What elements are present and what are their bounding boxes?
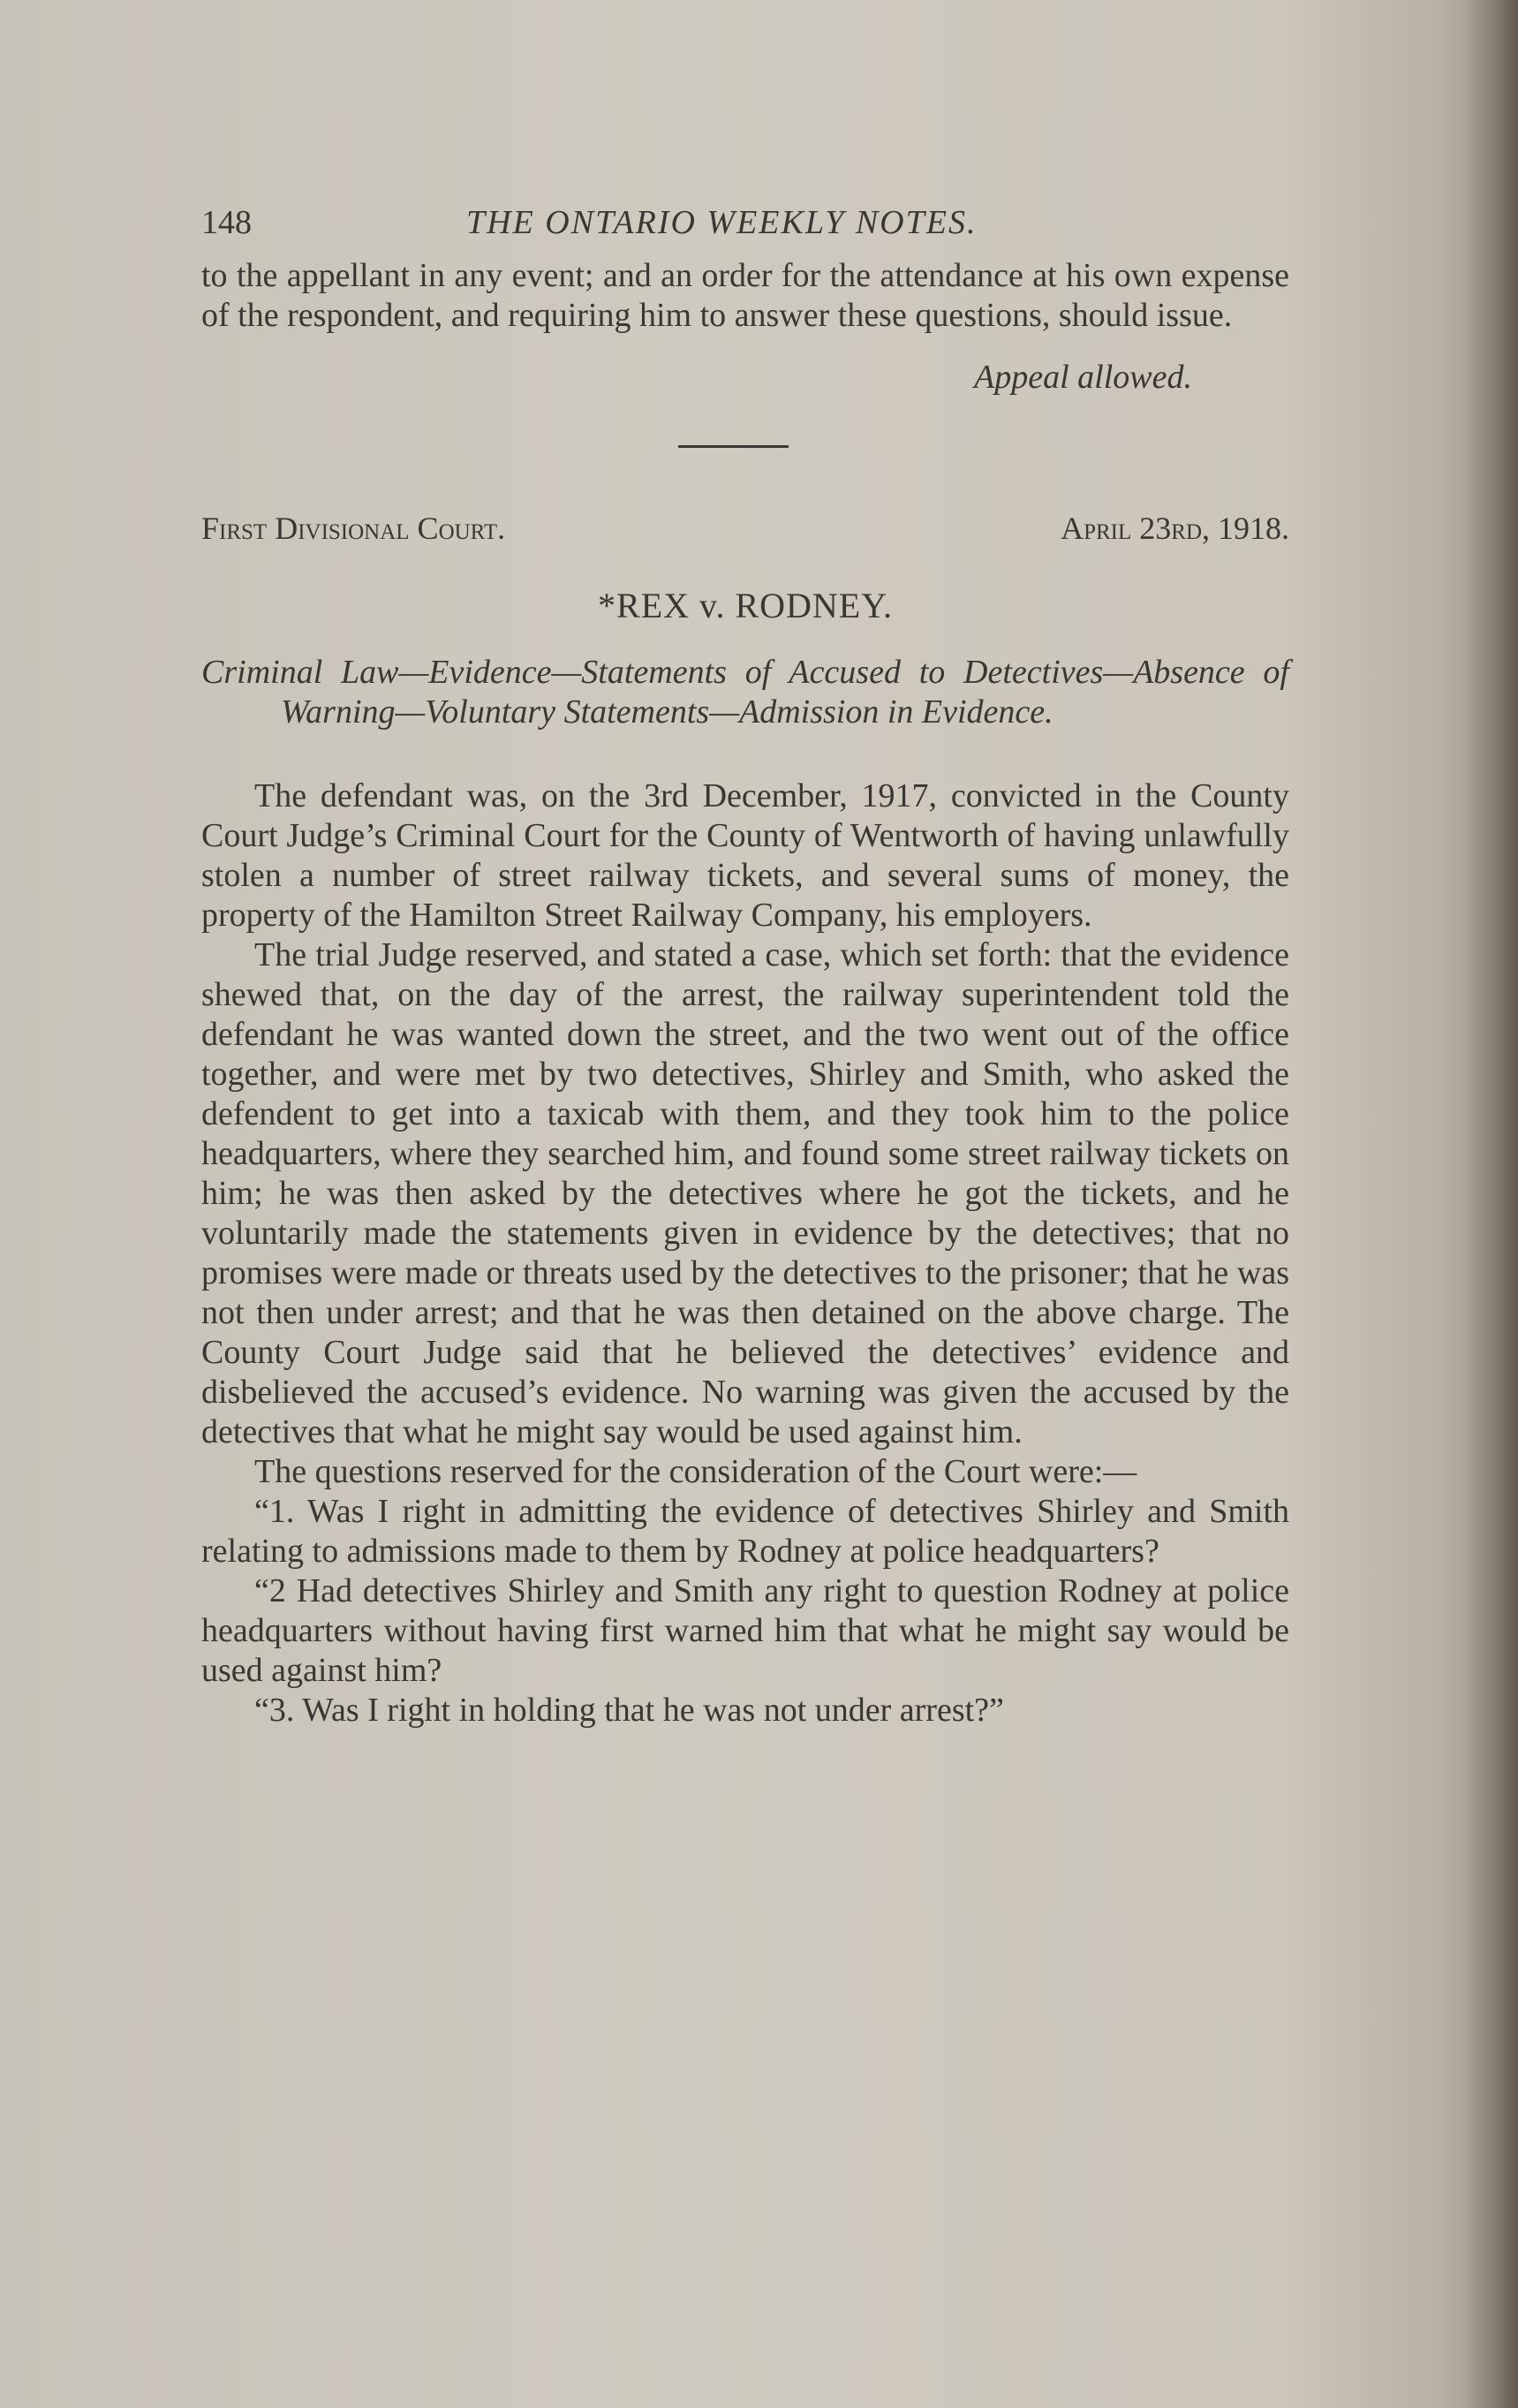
court-line [201, 510, 1289, 554]
reserved-question: “3. Was I right in holding that he was not under arrest?” [254, 1692, 1004, 1729]
court-name: First Divisional Court. [201, 511, 506, 546]
case-title: *REX v. RODNEY. [598, 586, 893, 625]
running-head [201, 203, 1289, 256]
page-number: 148 [201, 204, 252, 241]
appeal-result: Appeal allowed. [974, 359, 1192, 396]
journal-title: THE ONTARIO WEEKLY NOTES. [466, 204, 978, 241]
body-paragraph: The defendant was, on the 3rd December, 1917, convicted in the County Court Judge’s Criminal Court for the County of Wentworth of having unlawfully stolen a number of street railway tickets, and several sums of money, the property of the Hamilton Street Railway Company, his employers. [201, 777, 1289, 934]
case-headnote: Criminal Law—Evidence—Statements of Accused to Detectives—Absence of Warning—Voluntary Statements—Admission in Evidence. [201, 654, 1289, 731]
section-divider [678, 445, 789, 448]
reserved-question: “1. Was I right in admitting the evidence of detectives Shirley and Smith relating to admissions made to them by Rodney at police headquarters? [201, 1493, 1289, 1570]
court-date: April 23rd, 1918. [1061, 511, 1289, 546]
continuation-paragraph: to the appellant in any event; and an order for the attendance at his own expense of the respondent, and requiring him to answer these questions, should issue. [201, 257, 1289, 334]
page-content [201, 203, 1289, 1730]
case-body [201, 776, 1289, 1730]
reserved-question: “2 Had detectives Shirley and Smith any right to question Rodney at police headquarters without having first warned him that what he might say would be used against him? [201, 1572, 1289, 1689]
body-paragraph: The questions reserved for the consideration of the Court were:— [254, 1453, 1137, 1490]
body-paragraph: The trial Judge reserved, and stated a case, which set forth: that the evidence shewed that, on the day of the arrest, the railway superintendent told the defendant he was wanted down the street, and the two went out of the office together, and were met by two detectives, Shirley and Smith, who asked the defendent to get into a taxicab with them, and they took him to the police headquarters, where they searched him, and found some street railway tickets on him; he was then asked by the detectives where he got the tickets, and he voluntarily made the statements given in evidence by the detectives; that no promises were made or threats used by the detectives to the prisoner; that he was not then under arrest; and that he was then detained on the above charge. The County Court Judge said that he believed the detectives’ evidence and disbelieved the accused’s evidence. No warning was given the accused by the detectives that what he might say would be used against him. [201, 936, 1289, 1450]
